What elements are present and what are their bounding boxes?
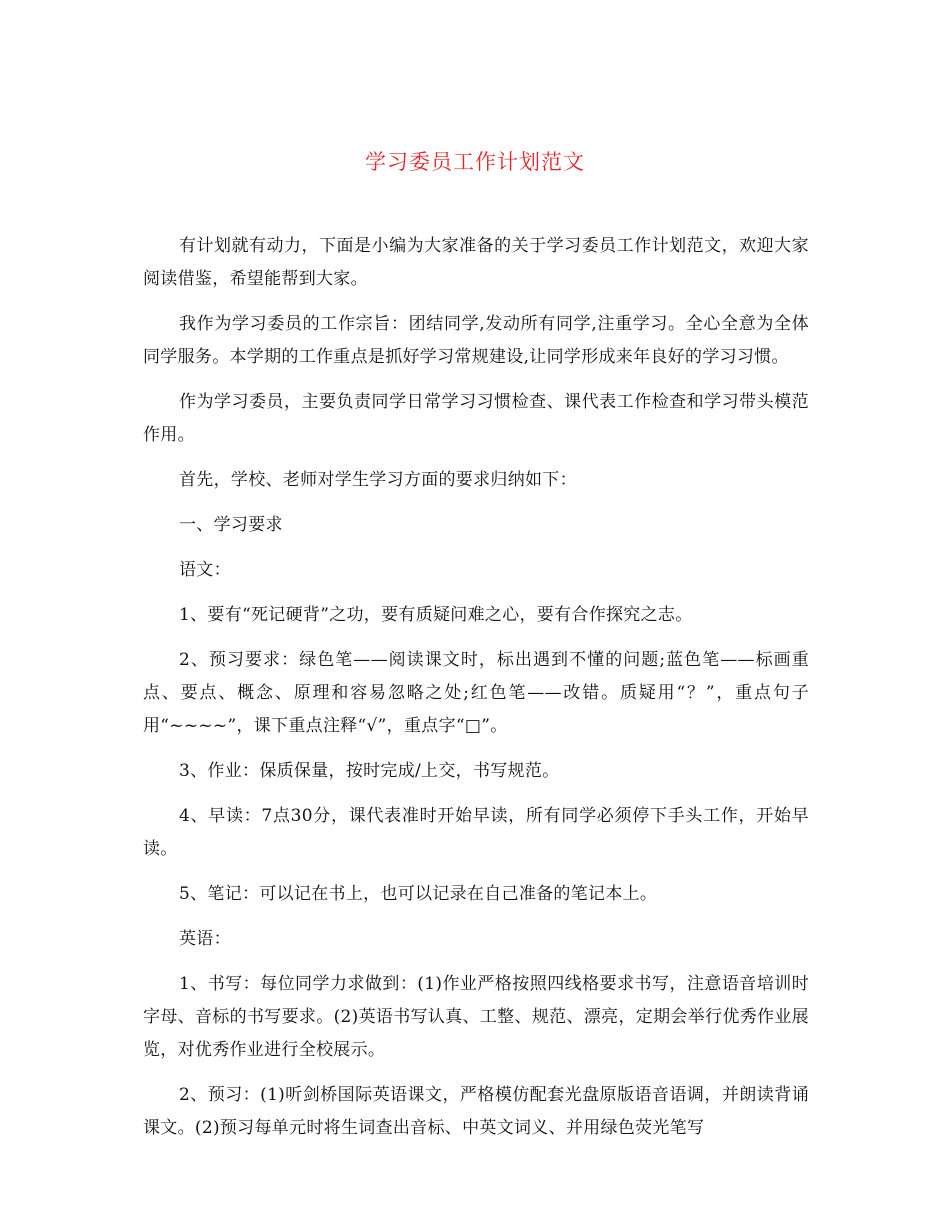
paragraph: 我作为学习委员的工作宗旨：团结同学,发动所有同学,注重学习。全心全意为全体同学服务。本学期的工作重点是抓好学习常规建设,让同学形成来年良好的学习习惯。 — [143, 314, 809, 367]
paragraph: 4、早读：7点30分，课代表准时开始早读，所有同学必须停下手头工作，开始早读。 — [143, 806, 809, 859]
paragraph: 有计划就有动力，下面是小编为大家准备的关于学习委员工作计划范文，欢迎大家阅读借鉴，希望能帮到大家。 — [143, 236, 809, 289]
section-heading: 一、学习要求 — [179, 515, 283, 535]
paragraph: 1、书写：每位同学力求做到：(1)作业严格按照四线格要求书写，注意语音培训时字母、音标的书写要求。(2)英语书写认真、工整、规范、漂亮，定期会举行优秀作业展览，对优秀作业进行全校展示。 — [143, 974, 809, 1060]
paragraph: 5、笔记：可以记在书上，也可以记录在自己准备的笔记本上。 — [179, 884, 658, 904]
document-title: 学习委员工作计划范文 — [365, 150, 585, 174]
paragraph: 首先，学校、老师对学生学习方面的要求归纳如下： — [179, 470, 577, 490]
subject-heading: 语文： — [179, 560, 231, 580]
paragraph: 2、预习要求：绿色笔——阅读课文时，标出遇到不懂的问题;蓝色笔——标画重点、要点、概念、原理和容易忽略之处;红色笔——改错。质疑用“？”，重点句子用“~~~~”，课下重点注释“√”，重点字“□”。 — [143, 650, 809, 736]
paragraph: 2、预习：(1)听剑桥国际英语课文，严格模仿配套光盘原版语音语调，并朗读背诵课文。(2)预习每单元时将生词查出音标、中英文词义、并用绿色荧光笔写 — [143, 1085, 809, 1138]
subject-heading: 英语： — [179, 929, 231, 949]
paragraph: 1、要有“死记硬背”之功，要有质疑问难之心，要有合作探究之志。 — [179, 605, 693, 625]
paragraph: 作为学习委员，主要负责同学日常学习习惯检查、课代表工作检查和学习带头模范作用。 — [143, 392, 809, 445]
document-body — [143, 230, 809, 1157]
paragraph: 3、作业：保质保量，按时完成/上交，书写规范。 — [179, 761, 560, 781]
